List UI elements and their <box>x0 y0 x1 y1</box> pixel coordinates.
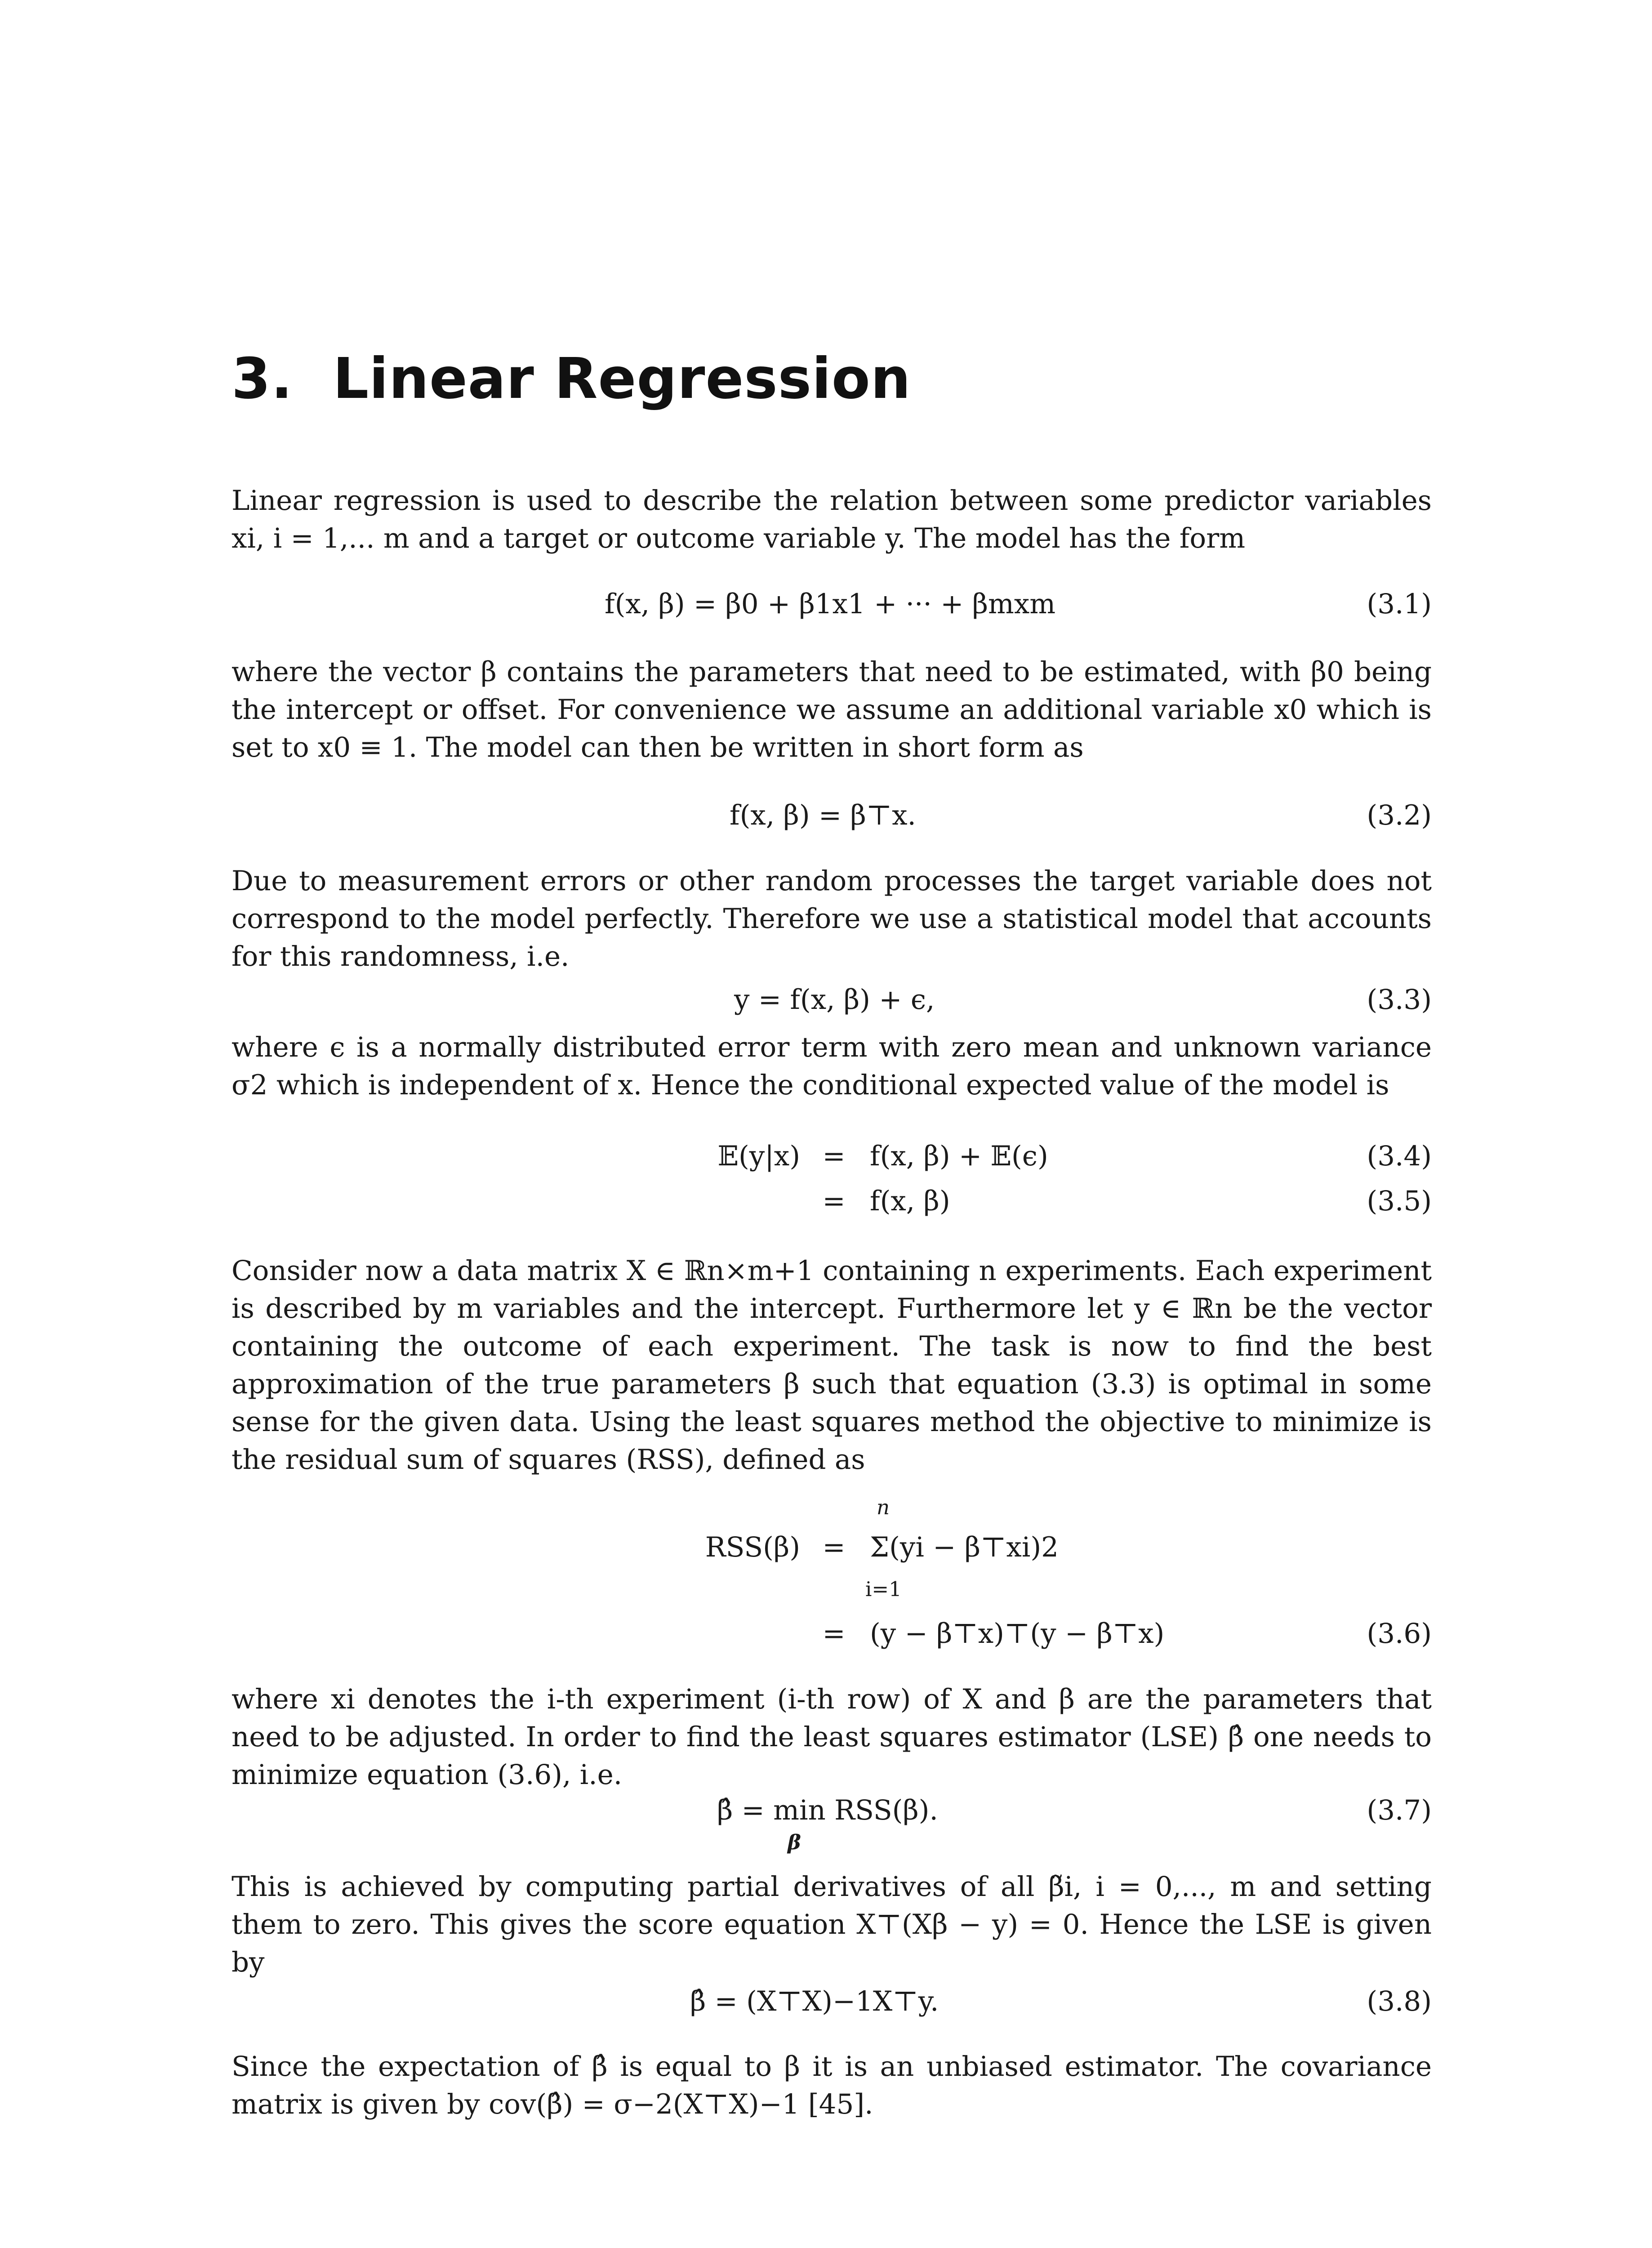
paragraph-7: This is achieved by computing partial derivatives of all β̃i, i = 0,..., m and setting them to zero. This gives the score equation X⊤(Xβ − y) = 0. Hence the LSE is given by <box>232 1871 1432 1978</box>
sum-upper-limit: n <box>877 1495 890 1519</box>
equation-3-5-relation: = <box>822 1185 846 1217</box>
equation-3-6-sum-expression: Σ(yi − β⊤xi)2 <box>870 1531 1059 1563</box>
equation-3-1-body: f(x, β) = β0 + β1x1 + ··· + βmxm <box>605 588 1056 620</box>
equation-3-4-number: (3.4) <box>1367 1140 1432 1172</box>
chapter-heading <box>232 346 911 411</box>
equation-3-2-number: (3.2) <box>1367 799 1432 831</box>
paragraph-6: where xi denotes the i-th experiment (i-th row) of X and β are the parameters that need to be adjusted. In order to find the least squares estimator (LSE) β̂ one needs to minimize equation (3.6), i.e. <box>232 1683 1432 1791</box>
chapter-title: Linear Regression <box>333 346 911 411</box>
equation-3-7 <box>232 1792 1432 1829</box>
equation-3-5 <box>232 1182 1432 1220</box>
equation-3-6-line-2 <box>232 1615 1432 1653</box>
equation-3-4 <box>232 1137 1432 1175</box>
paragraph-5: Consider now a data matrix X ∈ ℝn×m+1 containing n experiments. Each experiment is described by m variables and the intercept. Furthermore let y ∈ ℝn be the vector containing the outcome of each experiment. The task is now to find the best approximation of the true parameters β such that equation (3.3) is optimal in some sense for the given data. Using the least squares method the objective to minimize is the residual sum of squares (RSS), defined as <box>232 1255 1432 1476</box>
paragraph-3: Due to measurement errors or other random processes the target variable does not correspond to the model perfectly. Therefore we use a statistical model that accounts for this randomness, i.e. <box>232 865 1432 972</box>
equation-3-1 <box>232 585 1432 623</box>
equation-3-8-number: (3.8) <box>1367 1985 1432 2017</box>
sum-lower-limit: i=1 <box>865 1577 902 1601</box>
equation-3-6-rhs: (y − β⊤x)⊤(y − β⊤x) <box>870 1618 1165 1650</box>
equation-3-6-relation-2: = <box>822 1618 846 1650</box>
equation-3-3 <box>232 981 1432 1019</box>
paragraph-2: where the vector β contains the parameters that need to be estimated, with β0 being the intercept or offset. For convenience we assume an additional variable x0 which is set to x0 ≡ 1. The model can then be written in short form as <box>232 656 1432 763</box>
equation-3-2 <box>232 797 1432 834</box>
equation-3-3-number: (3.3) <box>1367 984 1432 1016</box>
chapter-number: 3. <box>232 346 293 411</box>
equation-3-4-relation: = <box>822 1140 846 1172</box>
equation-3-8 <box>232 1983 1432 2021</box>
equation-3-7-body: β̂ = min RSS(β). <box>717 1794 938 1826</box>
equation-3-7-number: (3.7) <box>1367 1794 1432 1826</box>
equation-3-3-body: y = f(x, β) + ϵ, <box>734 984 935 1016</box>
equation-3-4-rhs: f(x, β) + 𝔼(ϵ) <box>870 1140 1048 1172</box>
equation-3-8-body: β̂ = (X⊤X)−1X⊤y. <box>690 1985 939 2017</box>
equation-3-4-lhs: 𝔼(y|x) <box>717 1140 800 1172</box>
min-subscript: β <box>788 1830 801 1854</box>
equation-3-5-rhs: f(x, β) <box>870 1185 950 1217</box>
equation-3-6-relation-1: = <box>822 1531 846 1563</box>
equation-3-6-line-1 <box>232 1529 1432 1566</box>
paragraph-4: where ϵ is a normally distributed error term with zero mean and unknown variance σ2 which is independent of x. Hence the conditional expected value of the model is <box>232 1031 1432 1101</box>
paragraph-8: Since the expectation of β̂ is equal to β it is an unbiased estimator. The covariance matrix is given by cov(β̂) = σ−2(X⊤X)−1 [45]. <box>232 2051 1432 2120</box>
equation-3-5-number: (3.5) <box>1367 1185 1432 1217</box>
equation-3-1-number: (3.1) <box>1367 588 1432 620</box>
paragraph-1: Linear regression is used to describe the relation between some predictor variables xi, i = 1,... m and a target or outcome variable y. The model has the form <box>232 485 1432 554</box>
equation-3-6-lhs: RSS(β) <box>705 1531 800 1563</box>
equation-3-2-body: f(x, β) = β⊤x. <box>730 799 916 831</box>
equation-3-6-number: (3.6) <box>1367 1618 1432 1650</box>
